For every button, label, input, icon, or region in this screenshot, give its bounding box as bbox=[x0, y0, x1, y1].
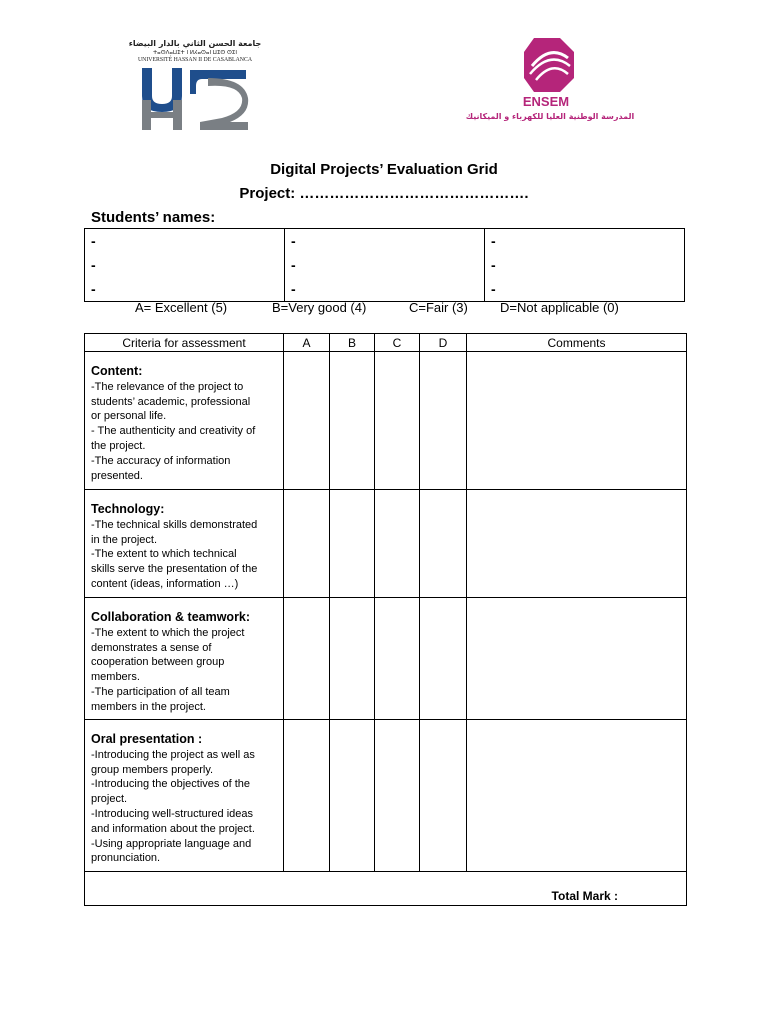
score-cell-b[interactable] bbox=[330, 352, 375, 490]
total-row bbox=[85, 872, 687, 906]
header-d: D bbox=[420, 334, 467, 352]
criteria-oral-presentation: Oral presentation : -Introducing the project as well as group members properly. -Introducing the objectives of the project. -Introducing well-structured ideas and information about the project. -Using appropriate language and pronunciation. bbox=[85, 720, 284, 872]
score-cell-d[interactable] bbox=[420, 720, 467, 872]
criteria-content: Content: -The relevance of the project to students’ academic, professional or personal life. - The authenticity and creativity of the project. -The accuracy of information presented. bbox=[85, 352, 284, 490]
ensem-name-arabic: المدرسة الوطنية العليا للكهرباء و الميكانيك bbox=[465, 112, 635, 121]
header-criteria: Criteria for assessment bbox=[85, 334, 284, 352]
student-cell-1: - - - bbox=[85, 229, 285, 302]
score-cell-c[interactable] bbox=[375, 490, 420, 598]
evaluation-grid bbox=[84, 333, 687, 906]
table-row bbox=[85, 720, 687, 872]
rating-legend bbox=[84, 300, 685, 318]
score-cell-b[interactable] bbox=[330, 720, 375, 872]
students-names-table bbox=[84, 228, 685, 302]
legend-d: D=Not applicable (0) bbox=[500, 300, 619, 315]
header-a: A bbox=[284, 334, 330, 352]
score-cell-b[interactable] bbox=[330, 598, 375, 720]
header-c: C bbox=[375, 334, 420, 352]
table-row bbox=[85, 490, 687, 598]
score-cell-d[interactable] bbox=[420, 598, 467, 720]
comments-cell[interactable] bbox=[467, 352, 687, 490]
ensem-logo bbox=[465, 36, 635, 126]
legend-a: A= Excellent (5) bbox=[135, 300, 228, 315]
table-row bbox=[85, 352, 687, 490]
student-cell-3: - - - bbox=[485, 229, 685, 302]
score-cell-a[interactable] bbox=[284, 598, 330, 720]
score-cell-c[interactable] bbox=[375, 598, 420, 720]
university-logo bbox=[128, 38, 262, 130]
comments-cell[interactable] bbox=[467, 490, 687, 598]
ensem-name: ENSEM bbox=[522, 94, 570, 109]
project-field: Project: ………………………………………. bbox=[239, 185, 529, 202]
comments-cell[interactable] bbox=[467, 720, 687, 872]
university-name-tifinagh: ⵜⴰⵙⴷⴰⵡⵉⵜ ⵏ ⵍⵃⴰⵙⴰⵏ ⵡⵉⵙ ⵙⵉⵏ bbox=[152, 50, 238, 56]
table-row bbox=[85, 598, 687, 720]
comments-cell[interactable] bbox=[467, 598, 687, 720]
score-cell-c[interactable] bbox=[375, 352, 420, 490]
score-cell-d[interactable] bbox=[420, 352, 467, 490]
total-mark-label: Total Mark : bbox=[85, 872, 687, 906]
score-cell-a[interactable] bbox=[284, 720, 330, 872]
legend-b: B=Very good (4) bbox=[272, 300, 367, 315]
students-names-label: Students’ names: bbox=[91, 209, 216, 226]
score-cell-a[interactable] bbox=[284, 352, 330, 490]
document-title: Digital Projects’ Evaluation Grid bbox=[270, 161, 498, 178]
student-cell-2: - - - bbox=[285, 229, 485, 302]
score-cell-d[interactable] bbox=[420, 490, 467, 598]
legend-c: C=Fair (3) bbox=[409, 300, 468, 315]
criteria-technology: Technology: -The technical skills demonstrated in the project. -The extent to which technical skills serve the presentation of the content (ideas, information …) bbox=[85, 490, 284, 598]
score-cell-c[interactable] bbox=[375, 720, 420, 872]
header-comments: Comments bbox=[467, 334, 687, 352]
score-cell-a[interactable] bbox=[284, 490, 330, 598]
criteria-collaboration: Collaboration & teamwork: -The extent to which the project demonstrates a sense of cooperation between group members. -The participation of all team members in the project. bbox=[85, 598, 284, 720]
score-cell-b[interactable] bbox=[330, 490, 375, 598]
university-name-arabic: جامعة الحسن الثاني بالدار البيضاء bbox=[128, 39, 262, 48]
university-name-french: UNIVERSITÉ HASSAN II DE CASABLANCA bbox=[137, 57, 253, 63]
header-b: B bbox=[330, 334, 375, 352]
grid-header-row bbox=[85, 334, 687, 352]
students-table-row bbox=[85, 229, 685, 302]
